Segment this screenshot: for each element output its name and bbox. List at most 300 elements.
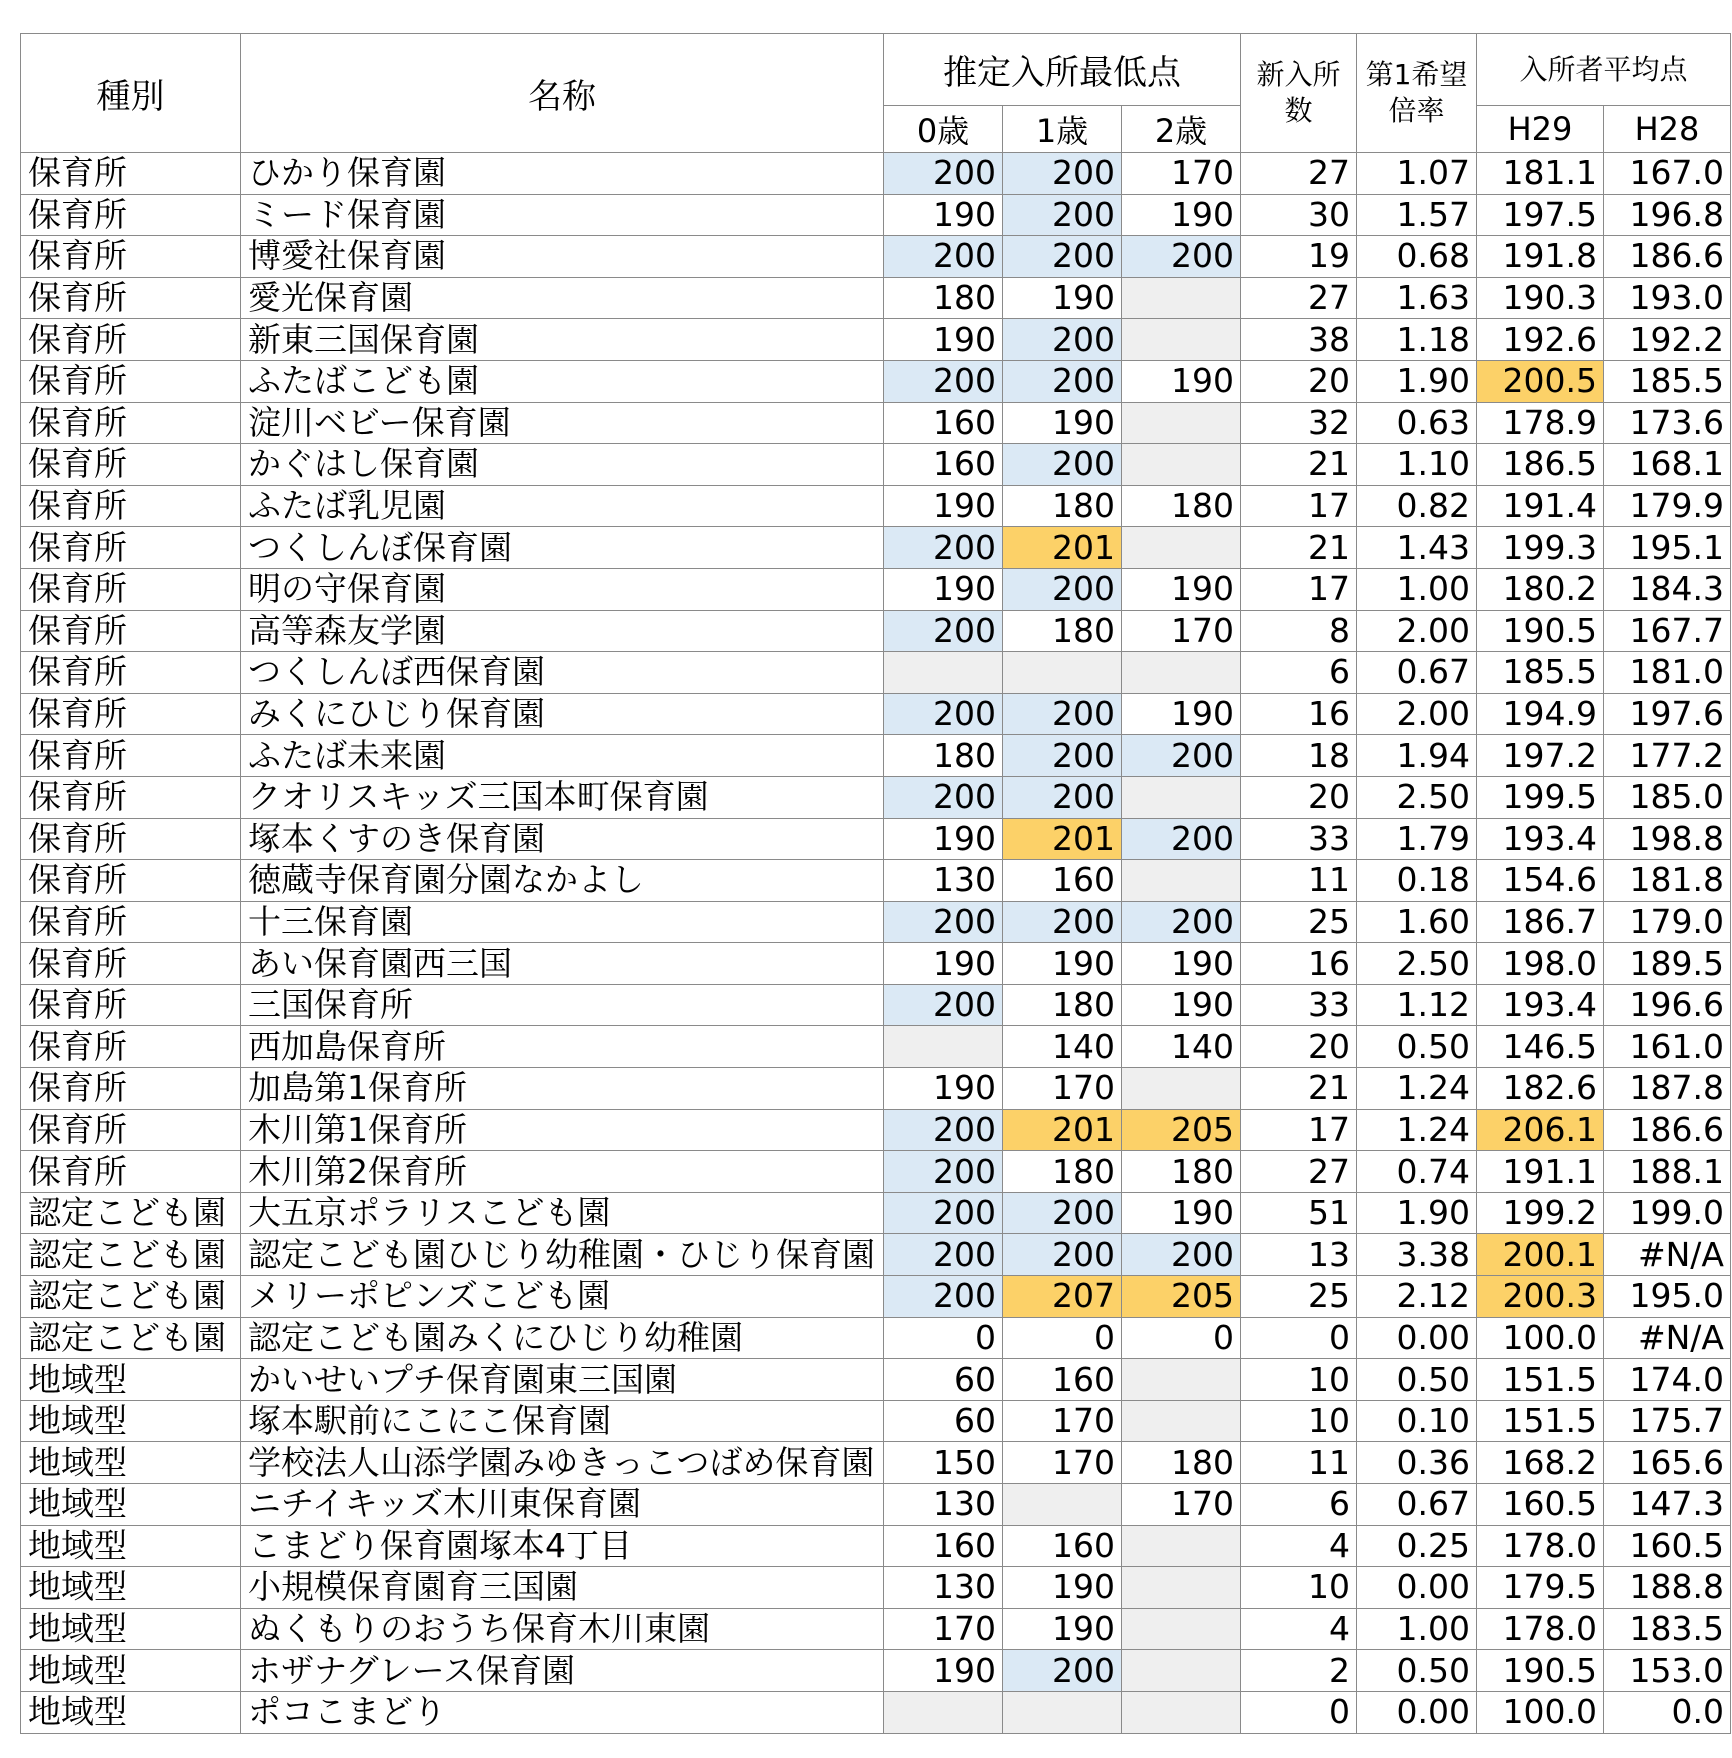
table-row — [21, 901, 1731, 943]
cell-min-age0: 180 — [884, 735, 1003, 777]
cell-avg-h29: 154.6 — [1477, 860, 1604, 902]
cell-avg-h28: 160.5 — [1604, 1525, 1731, 1567]
cell-avg-h29: 194.9 — [1477, 693, 1604, 735]
cell-name: メリーポピンズこども園 — [241, 1276, 884, 1318]
cell-min-age0: 200 — [884, 236, 1003, 278]
cell-new-entries: 8 — [1241, 610, 1357, 652]
cell-name: つくしんぼ保育園 — [241, 527, 884, 569]
cell-min-age0: 200 — [884, 693, 1003, 735]
cell-avg-h29: 199.5 — [1477, 776, 1604, 818]
cell-min-age1: 200 — [1003, 444, 1122, 486]
cell-new-entries: 20 — [1241, 776, 1357, 818]
cell-min-age0: 190 — [884, 1068, 1003, 1110]
cell-first-choice-ratio: 1.63 — [1357, 277, 1477, 319]
cell-min-age1: 207 — [1003, 1276, 1122, 1318]
cell-type: 保育所 — [21, 943, 241, 985]
cell-new-entries: 20 — [1241, 360, 1357, 402]
cell-min-age1: 190 — [1003, 277, 1122, 319]
cell-min-age1: 160 — [1003, 1359, 1122, 1401]
cell-min-age0: 130 — [884, 860, 1003, 902]
cell-new-entries: 32 — [1241, 402, 1357, 444]
cell-type: 地域型 — [21, 1525, 241, 1567]
cell-avg-h29: 181.1 — [1477, 153, 1604, 195]
cell-type: 保育所 — [21, 984, 241, 1026]
cell-min-age1: 201 — [1003, 1109, 1122, 1151]
cell-new-entries: 0 — [1241, 1691, 1357, 1733]
cell-type: 地域型 — [21, 1650, 241, 1692]
cell-min-age1: 170 — [1003, 1400, 1122, 1442]
cell-min-age2 — [1122, 319, 1241, 361]
cell-name: ふたば未来園 — [241, 735, 884, 777]
cell-min-age2: 140 — [1122, 1026, 1241, 1068]
header-age1: 1歳 — [1003, 106, 1122, 153]
cell-min-age0: 200 — [884, 1192, 1003, 1234]
table-row — [21, 527, 1731, 569]
table-row — [21, 1567, 1731, 1609]
header-min-score: 推定入所最低点 — [884, 34, 1241, 106]
table-row — [21, 943, 1731, 985]
cell-name: 淀川ベビー保育園 — [241, 402, 884, 444]
cell-avg-h28: 185.0 — [1604, 776, 1731, 818]
cell-min-age2 — [1122, 402, 1241, 444]
cell-min-age1: 200 — [1003, 1234, 1122, 1276]
cell-avg-h29: 151.5 — [1477, 1400, 1604, 1442]
cell-first-choice-ratio: 0.82 — [1357, 485, 1477, 527]
cell-name: ひかり保育園 — [241, 153, 884, 195]
cell-type: 保育所 — [21, 402, 241, 444]
cell-avg-h28: 167.0 — [1604, 153, 1731, 195]
cell-type: 地域型 — [21, 1400, 241, 1442]
cell-min-age2 — [1122, 1068, 1241, 1110]
cell-first-choice-ratio: 0.68 — [1357, 236, 1477, 278]
cell-min-age1: 200 — [1003, 693, 1122, 735]
cell-first-choice-ratio: 0.00 — [1357, 1567, 1477, 1609]
cell-min-age2: 170 — [1122, 1484, 1241, 1526]
cell-type: 保育所 — [21, 735, 241, 777]
cell-min-age2: 170 — [1122, 153, 1241, 195]
cell-type: 地域型 — [21, 1608, 241, 1650]
cell-min-age1: 200 — [1003, 1192, 1122, 1234]
cell-name: みくにひじり保育園 — [241, 693, 884, 735]
cell-name: 西加島保育所 — [241, 1026, 884, 1068]
cell-min-age2 — [1122, 652, 1241, 694]
cell-avg-h28: 193.0 — [1604, 277, 1731, 319]
cell-name: 徳蔵寺保育園分園なかよし — [241, 860, 884, 902]
cell-min-age2 — [1122, 277, 1241, 319]
table-row — [21, 444, 1731, 486]
cell-first-choice-ratio: 1.57 — [1357, 194, 1477, 236]
cell-name: 木川第2保育所 — [241, 1151, 884, 1193]
cell-min-age0 — [884, 1691, 1003, 1733]
cell-new-entries: 27 — [1241, 277, 1357, 319]
table-row — [21, 1400, 1731, 1442]
header-avg-score: 入所者平均点 — [1477, 34, 1731, 106]
cell-avg-h29: 186.5 — [1477, 444, 1604, 486]
cell-min-age0 — [884, 652, 1003, 694]
cell-avg-h29: 200.5 — [1477, 360, 1604, 402]
cell-min-age0: 200 — [884, 984, 1003, 1026]
cell-type: 認定こども園 — [21, 1192, 241, 1234]
cell-min-age2: 190 — [1122, 568, 1241, 610]
cell-min-age0: 180 — [884, 277, 1003, 319]
cell-type: 保育所 — [21, 1026, 241, 1068]
cell-min-age2: 205 — [1122, 1109, 1241, 1151]
cell-type: 保育所 — [21, 568, 241, 610]
cell-new-entries: 20 — [1241, 1026, 1357, 1068]
cell-first-choice-ratio: 1.79 — [1357, 818, 1477, 860]
cell-new-entries: 6 — [1241, 1484, 1357, 1526]
cell-name: あい保育園西三国 — [241, 943, 884, 985]
cell-avg-h29: 200.1 — [1477, 1234, 1604, 1276]
cell-first-choice-ratio: 0.50 — [1357, 1650, 1477, 1692]
header-age0: 0歳 — [884, 106, 1003, 153]
table-row — [21, 818, 1731, 860]
table-row — [21, 1691, 1731, 1733]
cell-name: 学校法人山添学園みゆきっこつばめ保育園 — [241, 1442, 884, 1484]
cell-name: 認定こども園みくにひじり幼稚園 — [241, 1317, 884, 1359]
cell-avg-h29: 198.0 — [1477, 943, 1604, 985]
cell-first-choice-ratio: 1.10 — [1357, 444, 1477, 486]
cell-avg-h28: 147.3 — [1604, 1484, 1731, 1526]
cell-min-age1: 200 — [1003, 194, 1122, 236]
table-row — [21, 1650, 1731, 1692]
cell-new-entries: 16 — [1241, 693, 1357, 735]
cell-name: 塚本駅前にこにこ保育園 — [241, 1400, 884, 1442]
cell-new-entries: 51 — [1241, 1192, 1357, 1234]
cell-new-entries: 4 — [1241, 1608, 1357, 1650]
cell-min-age2: 190 — [1122, 693, 1241, 735]
cell-new-entries: 38 — [1241, 319, 1357, 361]
table-row — [21, 1359, 1731, 1401]
cell-avg-h29: 179.5 — [1477, 1567, 1604, 1609]
cell-min-age1: 200 — [1003, 153, 1122, 195]
cell-avg-h28: 195.1 — [1604, 527, 1731, 569]
table-row — [21, 277, 1731, 319]
cell-min-age2 — [1122, 776, 1241, 818]
cell-avg-h28: 188.1 — [1604, 1151, 1731, 1193]
cell-min-age1: 190 — [1003, 402, 1122, 444]
table-row — [21, 735, 1731, 777]
table-row — [21, 1276, 1731, 1318]
cell-min-age0: 60 — [884, 1359, 1003, 1401]
cell-new-entries: 21 — [1241, 444, 1357, 486]
table-row — [21, 236, 1731, 278]
cell-min-age0: 190 — [884, 943, 1003, 985]
cell-type: 認定こども園 — [21, 1317, 241, 1359]
table-row — [21, 319, 1731, 361]
cell-min-age1: 200 — [1003, 1650, 1122, 1692]
cell-first-choice-ratio: 1.00 — [1357, 568, 1477, 610]
cell-type: 保育所 — [21, 444, 241, 486]
cell-avg-h28: 186.6 — [1604, 236, 1731, 278]
cell-min-age2 — [1122, 1650, 1241, 1692]
cell-type: 地域型 — [21, 1359, 241, 1401]
cell-first-choice-ratio: 0.00 — [1357, 1317, 1477, 1359]
table-row — [21, 984, 1731, 1026]
cell-min-age2: 180 — [1122, 1151, 1241, 1193]
cell-new-entries: 30 — [1241, 194, 1357, 236]
cell-first-choice-ratio: 1.12 — [1357, 984, 1477, 1026]
cell-min-age1: 180 — [1003, 1151, 1122, 1193]
cell-min-age1: 180 — [1003, 485, 1122, 527]
cell-avg-h28: 186.6 — [1604, 1109, 1731, 1151]
cell-avg-h28: 192.2 — [1604, 319, 1731, 361]
cell-min-age2 — [1122, 1608, 1241, 1650]
cell-first-choice-ratio: 1.43 — [1357, 527, 1477, 569]
table-row — [21, 1317, 1731, 1359]
cell-min-age1: 200 — [1003, 360, 1122, 402]
cell-min-age0: 130 — [884, 1484, 1003, 1526]
cell-avg-h28: 179.0 — [1604, 901, 1731, 943]
cell-name: ポコこまどり — [241, 1691, 884, 1733]
cell-new-entries: 17 — [1241, 1109, 1357, 1151]
cell-first-choice-ratio: 2.12 — [1357, 1276, 1477, 1318]
cell-avg-h28: 199.0 — [1604, 1192, 1731, 1234]
cell-min-age0: 200 — [884, 1234, 1003, 1276]
cell-new-entries: 16 — [1241, 943, 1357, 985]
cell-name: 十三保育園 — [241, 901, 884, 943]
cell-min-age0: 130 — [884, 1567, 1003, 1609]
cell-min-age2: 200 — [1122, 818, 1241, 860]
cell-first-choice-ratio: 1.18 — [1357, 319, 1477, 361]
cell-name: ふたばこども園 — [241, 360, 884, 402]
cell-first-choice-ratio: 0.67 — [1357, 1484, 1477, 1526]
table-row — [21, 194, 1731, 236]
cell-avg-h29: 178.9 — [1477, 402, 1604, 444]
cell-name: ホザナグレース保育園 — [241, 1650, 884, 1692]
cell-min-age2 — [1122, 1567, 1241, 1609]
cell-min-age2: 180 — [1122, 485, 1241, 527]
cell-avg-h29: 193.4 — [1477, 818, 1604, 860]
cell-avg-h29: 160.5 — [1477, 1484, 1604, 1526]
cell-name: 高等森友学園 — [241, 610, 884, 652]
cell-name: 明の守保育園 — [241, 568, 884, 610]
cell-name: ミード保育園 — [241, 194, 884, 236]
cell-min-age2: 190 — [1122, 194, 1241, 236]
cell-min-age0: 190 — [884, 319, 1003, 361]
cell-name: ニチイキッズ木川東保育園 — [241, 1484, 884, 1526]
cell-type: 認定こども園 — [21, 1234, 241, 1276]
cell-type: 保育所 — [21, 693, 241, 735]
cell-min-age2: 170 — [1122, 610, 1241, 652]
cell-min-age0: 200 — [884, 610, 1003, 652]
cell-first-choice-ratio: 1.60 — [1357, 901, 1477, 943]
cell-first-choice-ratio: 0.18 — [1357, 860, 1477, 902]
cell-first-choice-ratio: 1.24 — [1357, 1068, 1477, 1110]
cell-min-age2: 200 — [1122, 901, 1241, 943]
cell-new-entries: 17 — [1241, 568, 1357, 610]
cell-min-age0: 190 — [884, 818, 1003, 860]
cell-min-age1: 0 — [1003, 1317, 1122, 1359]
cell-avg-h29: 100.0 — [1477, 1691, 1604, 1733]
cell-new-entries: 27 — [1241, 1151, 1357, 1193]
cell-new-entries: 10 — [1241, 1567, 1357, 1609]
cell-type: 地域型 — [21, 1484, 241, 1526]
cell-new-entries: 33 — [1241, 818, 1357, 860]
cell-min-age0: 160 — [884, 1525, 1003, 1567]
cell-min-age1: 200 — [1003, 735, 1122, 777]
cell-type: 認定こども園 — [21, 1276, 241, 1318]
cell-avg-h28: 188.8 — [1604, 1567, 1731, 1609]
cell-min-age1: 140 — [1003, 1026, 1122, 1068]
cell-min-age1: 190 — [1003, 1567, 1122, 1609]
cell-new-entries: 6 — [1241, 652, 1357, 694]
cell-min-age0: 150 — [884, 1442, 1003, 1484]
table-row — [21, 1525, 1731, 1567]
header-h29: H29 — [1477, 106, 1604, 153]
cell-min-age0: 200 — [884, 1109, 1003, 1151]
cell-min-age0 — [884, 1026, 1003, 1068]
table-row — [21, 1151, 1731, 1193]
cell-avg-h28: 153.0 — [1604, 1650, 1731, 1692]
cell-min-age1: 170 — [1003, 1442, 1122, 1484]
cell-first-choice-ratio: 1.07 — [1357, 153, 1477, 195]
cell-first-choice-ratio: 0.10 — [1357, 1400, 1477, 1442]
cell-name: 塚本くすのき保育園 — [241, 818, 884, 860]
cell-type: 地域型 — [21, 1691, 241, 1733]
cell-min-age1: 160 — [1003, 860, 1122, 902]
cell-min-age1: 200 — [1003, 236, 1122, 278]
cell-new-entries: 13 — [1241, 1234, 1357, 1276]
cell-name: 愛光保育園 — [241, 277, 884, 319]
cell-min-age0: 200 — [884, 360, 1003, 402]
header-age2: 2歳 — [1122, 106, 1241, 153]
cell-first-choice-ratio: 2.50 — [1357, 776, 1477, 818]
cell-min-age0: 200 — [884, 527, 1003, 569]
cell-new-entries: 19 — [1241, 236, 1357, 278]
cell-type: 保育所 — [21, 818, 241, 860]
cell-new-entries: 10 — [1241, 1359, 1357, 1401]
cell-avg-h28: 195.0 — [1604, 1276, 1731, 1318]
cell-min-age2: 190 — [1122, 943, 1241, 985]
table-row — [21, 1608, 1731, 1650]
cell-min-age2 — [1122, 527, 1241, 569]
header-first-choice: 第1希望倍率 — [1357, 34, 1477, 153]
table-row — [21, 1026, 1731, 1068]
cell-min-age2: 190 — [1122, 360, 1241, 402]
cell-avg-h28: 167.7 — [1604, 610, 1731, 652]
cell-avg-h28: 174.0 — [1604, 1359, 1731, 1401]
cell-avg-h29: 199.3 — [1477, 527, 1604, 569]
table-row — [21, 1442, 1731, 1484]
cell-min-age1: 200 — [1003, 319, 1122, 361]
cell-min-age1: 190 — [1003, 1608, 1122, 1650]
cell-min-age0: 200 — [884, 1151, 1003, 1193]
cell-min-age1 — [1003, 652, 1122, 694]
cell-min-age2: 200 — [1122, 735, 1241, 777]
cell-avg-h29: 191.1 — [1477, 1151, 1604, 1193]
cell-new-entries: 17 — [1241, 485, 1357, 527]
table-row — [21, 153, 1731, 195]
cell-avg-h28: 165.6 — [1604, 1442, 1731, 1484]
cell-name: 木川第1保育所 — [241, 1109, 884, 1151]
table-row — [21, 693, 1731, 735]
table-row — [21, 402, 1731, 444]
cell-min-age0: 190 — [884, 568, 1003, 610]
cell-min-age1: 200 — [1003, 776, 1122, 818]
cell-name: こまどり保育園塚本4丁目 — [241, 1525, 884, 1567]
cell-first-choice-ratio: 0.63 — [1357, 402, 1477, 444]
cell-min-age1: 180 — [1003, 610, 1122, 652]
cell-min-age2 — [1122, 444, 1241, 486]
cell-type: 保育所 — [21, 860, 241, 902]
cell-avg-h29: 192.6 — [1477, 319, 1604, 361]
cell-avg-h28: 198.8 — [1604, 818, 1731, 860]
cell-avg-h28: #N/A — [1604, 1234, 1731, 1276]
table-row — [21, 485, 1731, 527]
cell-avg-h28: 181.8 — [1604, 860, 1731, 902]
table-row — [21, 610, 1731, 652]
cell-avg-h29: 193.4 — [1477, 984, 1604, 1026]
cell-avg-h28: 179.9 — [1604, 485, 1731, 527]
cell-avg-h29: 197.2 — [1477, 735, 1604, 777]
cell-min-age2 — [1122, 1525, 1241, 1567]
cell-min-age1 — [1003, 1484, 1122, 1526]
cell-type: 保育所 — [21, 319, 241, 361]
cell-type: 保育所 — [21, 194, 241, 236]
cell-min-age2: 180 — [1122, 1442, 1241, 1484]
table-row — [21, 1068, 1731, 1110]
cell-name: 新東三国保育園 — [241, 319, 884, 361]
cell-new-entries: 27 — [1241, 153, 1357, 195]
table-row — [21, 568, 1731, 610]
cell-type: 保育所 — [21, 1151, 241, 1193]
cell-name: 加島第1保育所 — [241, 1068, 884, 1110]
cell-name: ふたば乳児園 — [241, 485, 884, 527]
cell-first-choice-ratio: 0.67 — [1357, 652, 1477, 694]
cell-min-age2 — [1122, 1691, 1241, 1733]
cell-avg-h28: 189.5 — [1604, 943, 1731, 985]
cell-min-age2: 190 — [1122, 984, 1241, 1026]
cell-name: 認定こども園ひじり幼稚園・ひじり保育園 — [241, 1234, 884, 1276]
cell-avg-h29: 206.1 — [1477, 1109, 1604, 1151]
header-h28: H28 — [1604, 106, 1731, 153]
cell-min-age0: 170 — [884, 1608, 1003, 1650]
cell-avg-h28: 168.1 — [1604, 444, 1731, 486]
cell-new-entries: 21 — [1241, 1068, 1357, 1110]
cell-avg-h28: 173.6 — [1604, 402, 1731, 444]
cell-avg-h29: 190.5 — [1477, 1650, 1604, 1692]
table-row — [21, 1192, 1731, 1234]
cell-min-age2: 190 — [1122, 1192, 1241, 1234]
cell-min-age0: 200 — [884, 776, 1003, 818]
table-row — [21, 776, 1731, 818]
cell-avg-h29: 200.3 — [1477, 1276, 1604, 1318]
cell-min-age0: 0 — [884, 1317, 1003, 1359]
cell-type: 保育所 — [21, 1068, 241, 1110]
cell-min-age1: 200 — [1003, 901, 1122, 943]
cell-first-choice-ratio: 1.00 — [1357, 1608, 1477, 1650]
cell-name: 小規模保育園育三国園 — [241, 1567, 884, 1609]
cell-new-entries: 18 — [1241, 735, 1357, 777]
cell-type: 保育所 — [21, 776, 241, 818]
cell-name: かいせいプチ保育園東三国園 — [241, 1359, 884, 1401]
cell-first-choice-ratio: 0.00 — [1357, 1691, 1477, 1733]
cell-avg-h28: #N/A — [1604, 1317, 1731, 1359]
cell-avg-h29: 185.5 — [1477, 652, 1604, 694]
cell-min-age0: 190 — [884, 485, 1003, 527]
cell-avg-h28: 187.8 — [1604, 1068, 1731, 1110]
cell-min-age1: 180 — [1003, 984, 1122, 1026]
cell-type: 保育所 — [21, 652, 241, 694]
cell-avg-h28: 196.8 — [1604, 194, 1731, 236]
cell-min-age2 — [1122, 860, 1241, 902]
cell-first-choice-ratio: 2.00 — [1357, 693, 1477, 735]
cell-min-age1: 200 — [1003, 568, 1122, 610]
cell-new-entries: 0 — [1241, 1317, 1357, 1359]
cell-new-entries: 11 — [1241, 1442, 1357, 1484]
cell-first-choice-ratio: 3.38 — [1357, 1234, 1477, 1276]
